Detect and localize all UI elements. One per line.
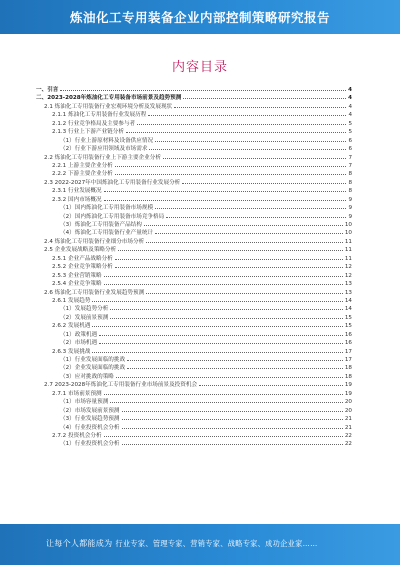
toc-leader-dots bbox=[99, 342, 343, 344]
toc-entry-page: 4 bbox=[348, 103, 352, 110]
toc-entry[interactable] bbox=[36, 111, 352, 119]
toc-entry-page: 17 bbox=[344, 348, 352, 355]
toc-entry[interactable] bbox=[36, 229, 352, 237]
toc-entry[interactable] bbox=[36, 364, 352, 372]
toc-leader-dots bbox=[146, 292, 343, 294]
toc-entry[interactable] bbox=[36, 213, 352, 221]
toc-entry-title: 2.6.3 发展挑战 bbox=[52, 348, 91, 355]
toc-entry-title: （2）发展前景预测 bbox=[60, 314, 109, 321]
toc-leader-dots bbox=[155, 140, 346, 142]
toc-leader-dots bbox=[144, 224, 343, 226]
toc-leader-dots bbox=[174, 106, 346, 108]
toc-entry[interactable] bbox=[36, 331, 352, 339]
toc-entry[interactable] bbox=[36, 272, 352, 280]
toc-entry[interactable] bbox=[36, 398, 352, 406]
toc-entry-title: （1）行业发展面临的挑战 bbox=[60, 357, 126, 363]
toc-entry-page: 18 bbox=[344, 365, 352, 372]
toc-leader-dots bbox=[110, 401, 343, 403]
toc-entry-title: （1）国内炼油化工专用装备市场规模 bbox=[60, 205, 154, 212]
toc-entry-title: 2.5.3 企业营销策略 bbox=[52, 272, 102, 279]
toc-entry-page: 9 bbox=[348, 213, 352, 220]
toc-entry-title: 2.7.2 投资机会分析 bbox=[52, 432, 102, 439]
toc-leader-dots bbox=[155, 232, 343, 234]
toc-leader-dots bbox=[115, 258, 343, 260]
toc-leader-dots bbox=[148, 114, 346, 116]
toc-entry-page: 15 bbox=[344, 323, 352, 330]
toc-entry-page: 7 bbox=[348, 154, 352, 161]
toc-entry-title: （2）市场机遇 bbox=[60, 340, 98, 347]
toc-entry-page: 11 bbox=[344, 238, 352, 245]
toc-entry[interactable] bbox=[36, 246, 352, 254]
toc-entry-page: 21 bbox=[344, 424, 352, 431]
toc-entry-title: 2.6.1 发展趋势 bbox=[52, 297, 91, 304]
toc-entry-page: 15 bbox=[344, 314, 352, 321]
toc-entry-page: 13 bbox=[344, 289, 352, 296]
toc-entry[interactable] bbox=[36, 162, 352, 170]
toc-entry-title: 2.3 2022-2027年中国炼油化工专用装备行业发展分析 bbox=[44, 179, 181, 186]
toc-entry-page: 22 bbox=[344, 432, 352, 439]
toc-entry[interactable] bbox=[36, 187, 352, 195]
toc-entry-page: 19 bbox=[344, 382, 352, 389]
toc-leader-dots bbox=[122, 410, 343, 412]
toc-leader-dots bbox=[146, 241, 343, 243]
footer-lead: 让每个人都能成为 bbox=[46, 539, 113, 548]
toc-entry[interactable] bbox=[36, 381, 352, 389]
table-of-contents bbox=[36, 86, 352, 449]
toc-entry-title: 2.2.2 下游主要企业分析 bbox=[52, 171, 113, 178]
toc-entry-title: （4）炼油化工专用装备行业产量统计 bbox=[60, 230, 154, 237]
toc-entry[interactable] bbox=[36, 145, 352, 153]
toc-entry-title: 一、引言 bbox=[36, 87, 59, 93]
toc-entry-title: （2）行业下游应用领域及市场需求 bbox=[60, 146, 148, 153]
toc-entry-title: （3）行业发展趋势预测 bbox=[60, 416, 120, 423]
toc-leader-dots bbox=[104, 393, 343, 395]
toc-entry[interactable] bbox=[36, 86, 352, 94]
toc-entry-page: 6 bbox=[348, 146, 352, 153]
toc-leader-dots bbox=[104, 283, 343, 285]
toc-leader-dots bbox=[110, 317, 343, 319]
toc-entry-page: 8 bbox=[348, 188, 352, 195]
toc-entry-title: （2）市场发展前景预测 bbox=[60, 407, 120, 414]
toc-entry-title: 2.3.1 行业发展概况 bbox=[52, 188, 102, 195]
toc-entry[interactable] bbox=[36, 348, 352, 356]
toc-entry-title: 2.1.1 炼油化工专用装备行业发展历程 bbox=[52, 112, 147, 119]
toc-entry-title: （3）应对挑战的策略 bbox=[60, 373, 114, 380]
toc-leader-dots bbox=[163, 157, 346, 159]
toc-entry-page: 10 bbox=[344, 230, 352, 237]
toc-entry-page: 20 bbox=[344, 407, 352, 414]
toc-leader-dots bbox=[99, 334, 343, 336]
toc-entry-page: 20 bbox=[344, 399, 352, 406]
toc-entry[interactable] bbox=[36, 154, 352, 162]
report-title: 炼油化工专用装备企业内部控制策略研究报告 bbox=[69, 10, 330, 25]
toc-entry-page: 6 bbox=[348, 137, 352, 144]
toc-leader-dots bbox=[182, 182, 346, 184]
toc-entry-page: 8 bbox=[348, 179, 352, 186]
toc-entry-page: 10 bbox=[344, 222, 352, 228]
toc-entry-page: 14 bbox=[344, 306, 352, 313]
toc-leader-dots bbox=[166, 216, 346, 218]
toc-leader-dots bbox=[122, 418, 343, 420]
toc-leader-dots bbox=[104, 435, 343, 437]
toc-leader-dots bbox=[104, 275, 343, 277]
toc-entry[interactable] bbox=[36, 305, 352, 313]
toc-leader-dots bbox=[149, 148, 346, 150]
toc-entry[interactable] bbox=[36, 424, 352, 432]
toc-entry-title: 2.7.1 市场前景预测 bbox=[52, 390, 102, 397]
toc-entry[interactable] bbox=[36, 407, 352, 415]
toc-entry-page: 19 bbox=[344, 390, 352, 397]
toc-entry[interactable] bbox=[36, 297, 352, 305]
toc-entry-title: （1）市场容量预测 bbox=[60, 399, 109, 406]
toc-entry-title: 2.3.2 国内市场概况 bbox=[52, 196, 102, 203]
toc-entry-title: （1）发展趋势分析 bbox=[60, 306, 109, 313]
toc-entry-page: 7 bbox=[348, 162, 352, 169]
toc-entry-page: 13 bbox=[344, 281, 352, 288]
toc-leader-dots bbox=[127, 359, 343, 361]
toc-entry-title: （1）行业上游原材料及设备供应情况 bbox=[60, 137, 154, 144]
toc-entry[interactable] bbox=[36, 314, 352, 322]
toc-entry[interactable] bbox=[36, 390, 352, 398]
toc-leader-dots bbox=[126, 131, 346, 133]
toc-leader-dots bbox=[104, 199, 347, 201]
toc-entry-page: 16 bbox=[344, 340, 352, 347]
toc-entry[interactable] bbox=[36, 415, 352, 423]
toc-entry[interactable] bbox=[36, 373, 352, 381]
toc-entry[interactable] bbox=[36, 263, 352, 271]
toc-entry-title: 2.1.3 行业上下游产业链分析 bbox=[52, 129, 124, 136]
toc-entry[interactable] bbox=[36, 339, 352, 347]
toc-entry[interactable] bbox=[36, 170, 352, 178]
toc-entry-title: （2）国内炼油化工专用装备市场竞争格局 bbox=[60, 213, 165, 220]
toc-entry-title: 2.2 炼油化工专用装备行业上下游主要企业分析 bbox=[44, 154, 161, 161]
toc-entry-page: 14 bbox=[344, 297, 352, 304]
toc-entry-page: 4 bbox=[348, 87, 352, 93]
toc-entry-title: 2.4 炼油化工专用装备行业细分市场分析 bbox=[44, 238, 145, 245]
toc-entry-page: 5 bbox=[348, 120, 352, 127]
toc-entry[interactable] bbox=[36, 120, 352, 128]
toc-entry-title: （3）炼油化工专用装备产品结构 bbox=[60, 222, 142, 228]
toc-entry-title: 2.1 炼油化工专用装备行业宏观环境分析及发展现状 bbox=[44, 103, 173, 110]
toc-entry-page: 4 bbox=[348, 112, 352, 119]
toc-leader-dots bbox=[92, 325, 342, 327]
toc-leader-dots bbox=[104, 190, 347, 192]
toc-entry[interactable] bbox=[36, 204, 352, 212]
toc-leader-dots bbox=[137, 123, 346, 125]
toc-entry-title: （1）政策机遇 bbox=[60, 331, 98, 338]
toc-entry-title: 2.1.2 行业竞争格局及主要参与者 bbox=[52, 120, 136, 127]
toc-entry[interactable] bbox=[36, 238, 352, 246]
toc-entry-page: 11 bbox=[344, 247, 352, 254]
toc-title: 内容目录 bbox=[171, 60, 228, 75]
toc-entry-title: 2.7 2023-2028年炼油化工专用装备行业市场前景及投资机会 bbox=[44, 382, 198, 389]
toc-entry[interactable] bbox=[36, 322, 352, 330]
toc-entry-title: （1）行业投资机会分析 bbox=[60, 441, 120, 448]
toc-entry[interactable] bbox=[36, 440, 352, 448]
toc-entry-title: 二、2023-2028年炼油化工专用装备市场前景及趋势预测 bbox=[36, 95, 182, 102]
toc-entry-page: 5 bbox=[348, 129, 352, 136]
toc-leader-dots bbox=[60, 89, 346, 91]
toc-entry-title: 2.6 炼油化工专用装备行业发展趋势预测 bbox=[44, 289, 145, 296]
toc-leader-dots bbox=[127, 367, 343, 369]
header-bar bbox=[0, 0, 400, 34]
toc-entry-page: 9 bbox=[348, 196, 352, 203]
toc-leader-dots bbox=[122, 443, 343, 445]
toc-leader-dots bbox=[92, 351, 342, 353]
toc-entry-page: 22 bbox=[344, 441, 352, 448]
toc-leader-dots bbox=[115, 165, 347, 167]
footer-slogan bbox=[46, 538, 318, 549]
toc-entry-page: 17 bbox=[344, 357, 352, 363]
toc-entry[interactable] bbox=[36, 280, 352, 288]
toc-leader-dots bbox=[116, 376, 343, 378]
toc-entry-page: 18 bbox=[344, 373, 352, 380]
toc-entry-page: 12 bbox=[344, 264, 352, 271]
toc-entry[interactable] bbox=[36, 128, 352, 136]
toc-entry-title: 2.2.1 上游主要企业分析 bbox=[52, 162, 113, 169]
toc-leader-dots bbox=[110, 308, 343, 310]
toc-entry[interactable] bbox=[36, 432, 352, 440]
footer-tagline: 行业专家、管理专家、营销专家、战略专家、成功企业家…… bbox=[115, 539, 318, 548]
toc-entry-page: 4 bbox=[348, 95, 352, 102]
toc-entry[interactable] bbox=[36, 255, 352, 263]
toc-leader-dots bbox=[115, 266, 343, 268]
toc-leader-dots bbox=[183, 97, 346, 99]
toc-entry-page: 9 bbox=[348, 205, 352, 212]
toc-leader-dots bbox=[122, 427, 343, 429]
toc-entry-page: 21 bbox=[344, 416, 352, 423]
toc-entry-title: （2）企业发展面临的挑战 bbox=[60, 365, 126, 372]
toc-entry[interactable] bbox=[36, 179, 352, 187]
toc-entry-page: 8 bbox=[348, 171, 352, 178]
toc-entry-page: 16 bbox=[344, 331, 352, 338]
toc-entry-title: （4）行业投资机会分析 bbox=[60, 424, 120, 431]
toc-entry[interactable] bbox=[36, 289, 352, 297]
toc-entry-title: 2.5.1 企业产品战略分析 bbox=[52, 255, 113, 262]
toc-leader-dots bbox=[199, 384, 343, 386]
toc-entry-title: 2.5 企业发展战略及策略分析 bbox=[44, 247, 117, 254]
toc-leader-dots bbox=[118, 249, 343, 251]
toc-leader-dots bbox=[115, 173, 347, 175]
toc-entry-page: 12 bbox=[344, 272, 352, 279]
toc-entry-title: 2.5.2 企业竞争策略分析 bbox=[52, 264, 113, 271]
toc-entry[interactable] bbox=[36, 137, 352, 145]
footer-bar bbox=[0, 524, 400, 565]
toc-leader-dots bbox=[92, 300, 342, 302]
toc-entry[interactable] bbox=[36, 94, 352, 102]
toc-leader-dots bbox=[155, 207, 346, 209]
toc-entry[interactable] bbox=[36, 221, 352, 229]
toc-entry[interactable] bbox=[36, 196, 352, 204]
toc-entry-title: 2.6.2 发展机遇 bbox=[52, 323, 91, 330]
toc-entry-page: 11 bbox=[344, 255, 352, 262]
toc-entry-title: 2.5.4 企业竞争策略 bbox=[52, 281, 102, 288]
toc-entry[interactable] bbox=[36, 103, 352, 111]
toc-entry[interactable] bbox=[36, 356, 352, 364]
